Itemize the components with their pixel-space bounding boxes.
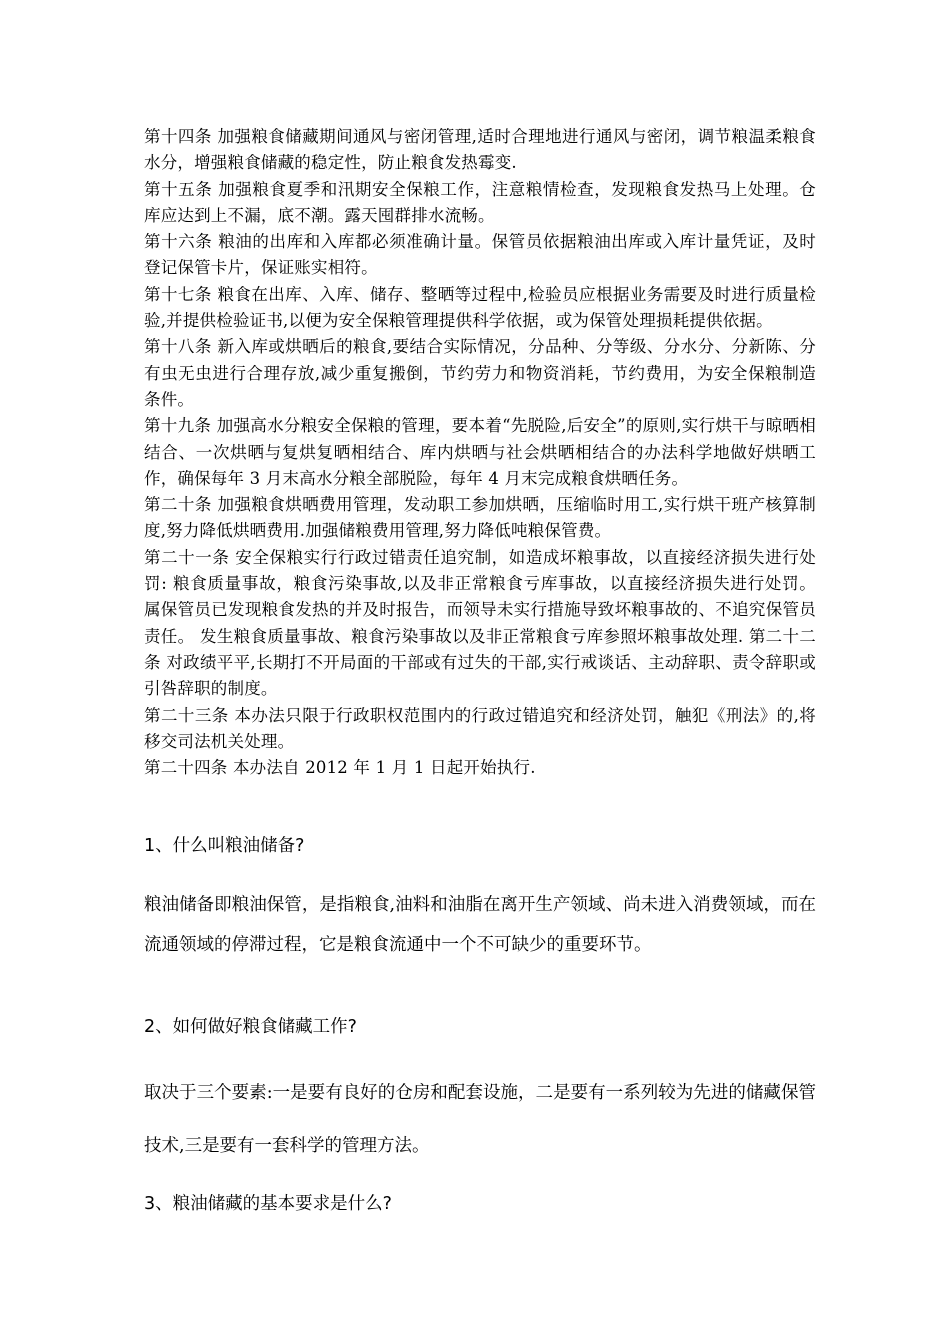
article-16: 第十六条 粮油的出库和入库都必须准确计量。保管员依据粮油出库或入库计量凭证，及时登记保管卡片，保证账实相符。 [144,232,816,278]
article-17: 第十七条 粮食在出库、入库、储存、整晒等过程中,检验员应根据业务需要及时进行质量检验,并提供检验证书,以便为安全保粮管理提供科学依据，或为保管处理损耗提供依据。 [144,284,816,331]
article-21-22: 第二十一条 安全保粮实行行政过错责任追究制，如造成坏粮事故，以直接经济损失进行处罚: 粮食质量事故，粮食污染事故,以及非正常粮食亏库事故，以直接经济损失进行处罚。 属保管员已发现粮食发热的并及时报告，而领导未实行措施导致坏粮事故的、不追究保管员责任。 发生粮食质量事故、粮食污染事故以及非正常粮食亏库参照坏粮事故处理. 第二十二条 对政绩平平,长期打不开局面的干部或有过失的干部,实行戒谈话、主动辞职、责令辞职或引咎辞职的制度。 [144,547,816,699]
regulation-articles [144,124,816,781]
answer-2: 取决于三个要素:一是要有良好的仓房和配套设施，二是要有一系列较为先进的储藏保管技术,三是要有一套科学的管理方法。 [144,1083,816,1156]
answer-1: 粮油储备即粮油保管，是指粮食,油料和油脂在离开生产领域、尚未进入消费领域，而在流通领域的停滞过程，它是粮食流通中一个不可缺少的重要环节。 [144,895,816,955]
article-20: 第二十条 加强粮食烘晒费用管理，发动职工参加烘晒，压缩临时用工,实行烘干班产核算制度,努力降低烘晒费用.加强储粮费用管理,努力降低吨粮保管费。 [144,495,816,541]
article-24: 第二十四条 本办法自 2012 年 1 月 1 日起开始执行. [144,758,536,778]
article-19: 第十九条 加强高水分粮安全保粮的管理，要本着“先脱险,后安全”的原则,实行烘干与晾晒相结合、一次烘晒与复烘复晒相结合、库内烘晒与社会烘晒相结合的办法科学地做好烘晒工作，确保每年 3 月末高水分粮全部脱险，每年 4 月末完成粮食烘晒任务。 [144,416,816,488]
article-18: 第十八条 新入库或烘晒后的粮食,要结合实际情况，分品种、分等级、分水分、分新陈、分有虫无虫进行合理存放,减少重复搬倒，节约劳力和物资消耗，节约费用，为安全保粮制造条件。 [144,337,816,409]
question-1: 1、什么叫粮油储备? [144,836,305,856]
question-3: 3、粮油储藏的基本要求是什么? [144,1194,392,1214]
article-14: 第十四条 加强粮食储藏期间通风与密闭管理,适时合理地进行通风与密闭，调节粮温柔粮食水分，增强粮食储藏的稳定性，防止粮食发热霉变. [144,127,816,173]
article-15: 第十五条 加强粮食夏季和汛期安全保粮工作，注意粮情检查，发现粮食发热马上处理。仓库应达到上不漏，底不潮。露天囤群排水流畅。 [144,179,816,225]
question-2: 2、如何做好粮食储藏工作? [144,1017,357,1037]
qa-section [144,828,816,1244]
article-23: 第二十三条 本办法只限于行政职权范围内的行政过错追究和经济处罚，触犯《刑法》的,将移交司法机关处理。 [144,705,816,751]
